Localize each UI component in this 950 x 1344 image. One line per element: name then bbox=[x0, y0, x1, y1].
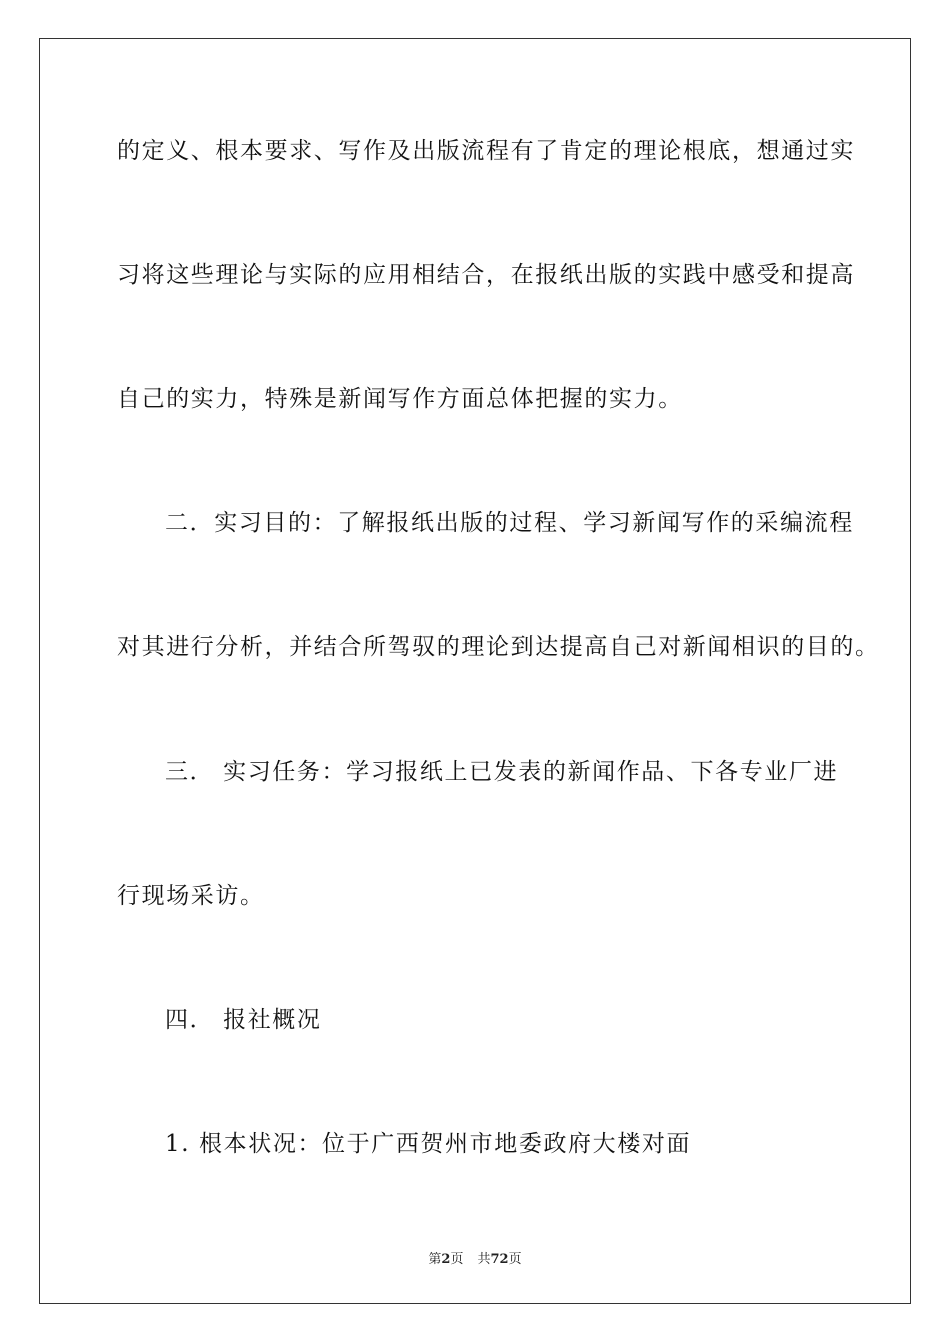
body-text-line-3: 自己的实力，特殊是新闻写作方面总体把握的实力。 bbox=[117, 386, 683, 412]
page-border bbox=[39, 38, 911, 1304]
footer-page-prefix: 第 bbox=[428, 1252, 442, 1267]
footer-total-pages: 72 bbox=[490, 1252, 509, 1267]
section-four-heading: 四． 报社概况 bbox=[165, 1007, 322, 1033]
body-text-line-2: 习将这些理论与实际的应用相结合，在报纸出版的实践中感受和提高 bbox=[117, 262, 855, 288]
section-three-heading: 三． 实习任务：学习报纸上已发表的新闻作品、下各专业厂进 bbox=[165, 759, 839, 785]
page-footer bbox=[0, 1248, 950, 1267]
footer-page-suffix: 页 bbox=[450, 1252, 464, 1267]
body-text-line-5: 对其进行分析，并结合所驾驭的理论到达提高自己对新闻相识的目的。 bbox=[117, 634, 880, 660]
footer-page-number: 2 bbox=[441, 1252, 451, 1267]
footer-total-prefix: 共 bbox=[477, 1252, 491, 1267]
section-two-heading: 二．实习目的：了解报纸出版的过程、学习新闻写作的采编流程 bbox=[165, 510, 854, 536]
body-text-line-1: 的定义、根本要求、写作及出版流程有了肯定的理论根底，想通过实 bbox=[117, 138, 855, 164]
body-text-line-7: 行现场采访。 bbox=[117, 883, 265, 909]
subsection-one-text: 1. 根本状况：位于广西贺州市地委政府大楼对面 bbox=[165, 1131, 692, 1157]
footer-total-suffix: 页 bbox=[508, 1252, 522, 1267]
